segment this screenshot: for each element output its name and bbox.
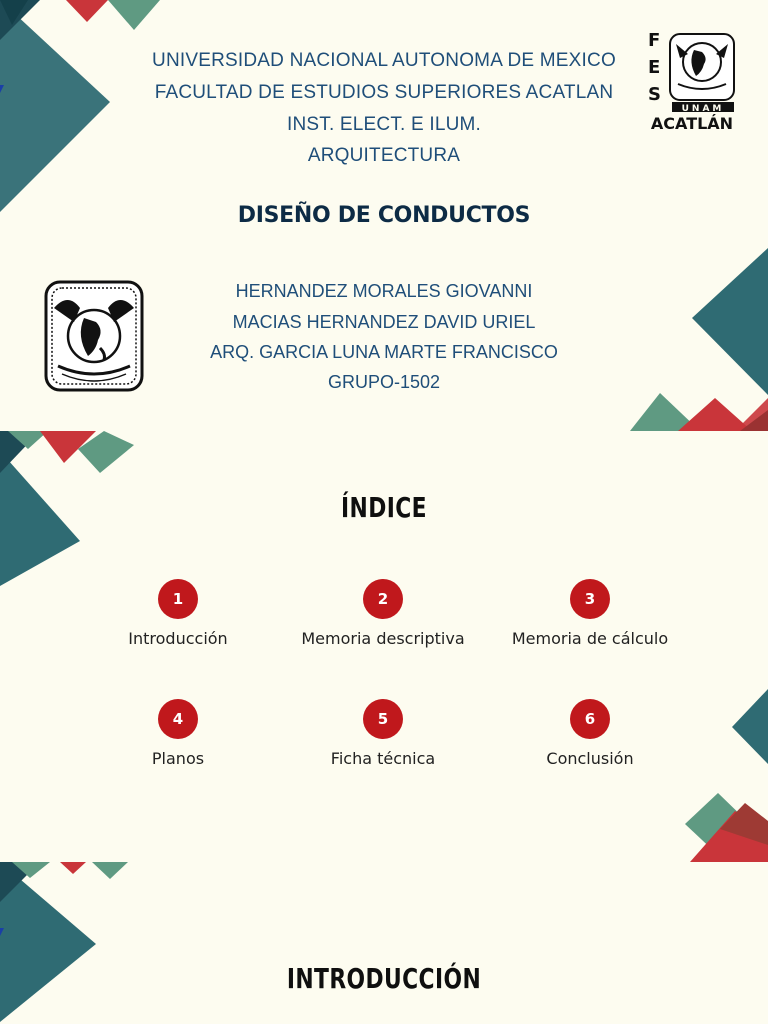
author-1: HERNANDEZ MORALES GIOVANNI — [235, 281, 533, 301]
index-item-label: Memoria de cálculo — [511, 629, 669, 648]
teacher-name: ARQ. GARCIA LUNA MARTE FRANCISCO — [210, 342, 558, 362]
index-item-label: Planos — [151, 749, 205, 768]
index-item-memoria-descriptiva[interactable] — [283, 579, 483, 648]
index-item-label: Memoria descriptiva — [301, 629, 465, 648]
fes-letter-e: E — [648, 57, 661, 78]
index-page — [0, 431, 768, 862]
index-item-introduccion[interactable] — [78, 579, 278, 648]
index-number-badge: 1 — [158, 579, 198, 619]
fes-letter-s: S — [648, 84, 661, 105]
index-item-conclusion[interactable] — [490, 699, 690, 768]
index-item-memoria-de-calculo[interactable] — [490, 579, 690, 648]
cover-page — [0, 0, 768, 431]
document-title: DISEÑO DE CONDUCTOS — [237, 203, 531, 228]
index-number-badge: 3 — [570, 579, 610, 619]
unam-text: UNAM — [681, 104, 725, 114]
author-2: MACIAS HERNANDEZ DAVID URIEL — [232, 312, 536, 332]
university-name: UNIVERSIDAD NACIONAL AUTONOMA DE MEXICO — [152, 50, 616, 71]
group-number: GRUPO-1502 — [327, 372, 441, 392]
index-item-label: Conclusión — [546, 749, 634, 768]
introduction-decoration — [0, 862, 768, 1024]
index-item-ficha-tecnica[interactable] — [283, 699, 483, 768]
index-heading: ÍNDICE — [341, 491, 427, 524]
fes-acatlan-logo — [644, 28, 740, 136]
faculty-name: FACULTAD DE ESTUDIOS SUPERIORES ACATLAN — [154, 82, 614, 103]
index-item-label: Introducción — [128, 629, 228, 648]
index-number-badge: 4 — [158, 699, 198, 739]
fes-letter-f: F — [648, 30, 661, 51]
introduction-page — [0, 862, 768, 1024]
career-name: ARQUITECTURA — [307, 145, 461, 166]
index-item-label: Ficha técnica — [330, 749, 436, 768]
index-number-badge: 5 — [363, 699, 403, 739]
index-item-planos[interactable] — [78, 699, 278, 768]
index-number-badge: 6 — [570, 699, 610, 739]
course-name: INST. ELECT. E ILUM. — [286, 114, 482, 135]
index-number-badge: 2 — [363, 579, 403, 619]
acatlan-text: ACATLÁN — [650, 114, 734, 133]
introduction-heading: INTRODUCCIÓN — [286, 962, 482, 995]
